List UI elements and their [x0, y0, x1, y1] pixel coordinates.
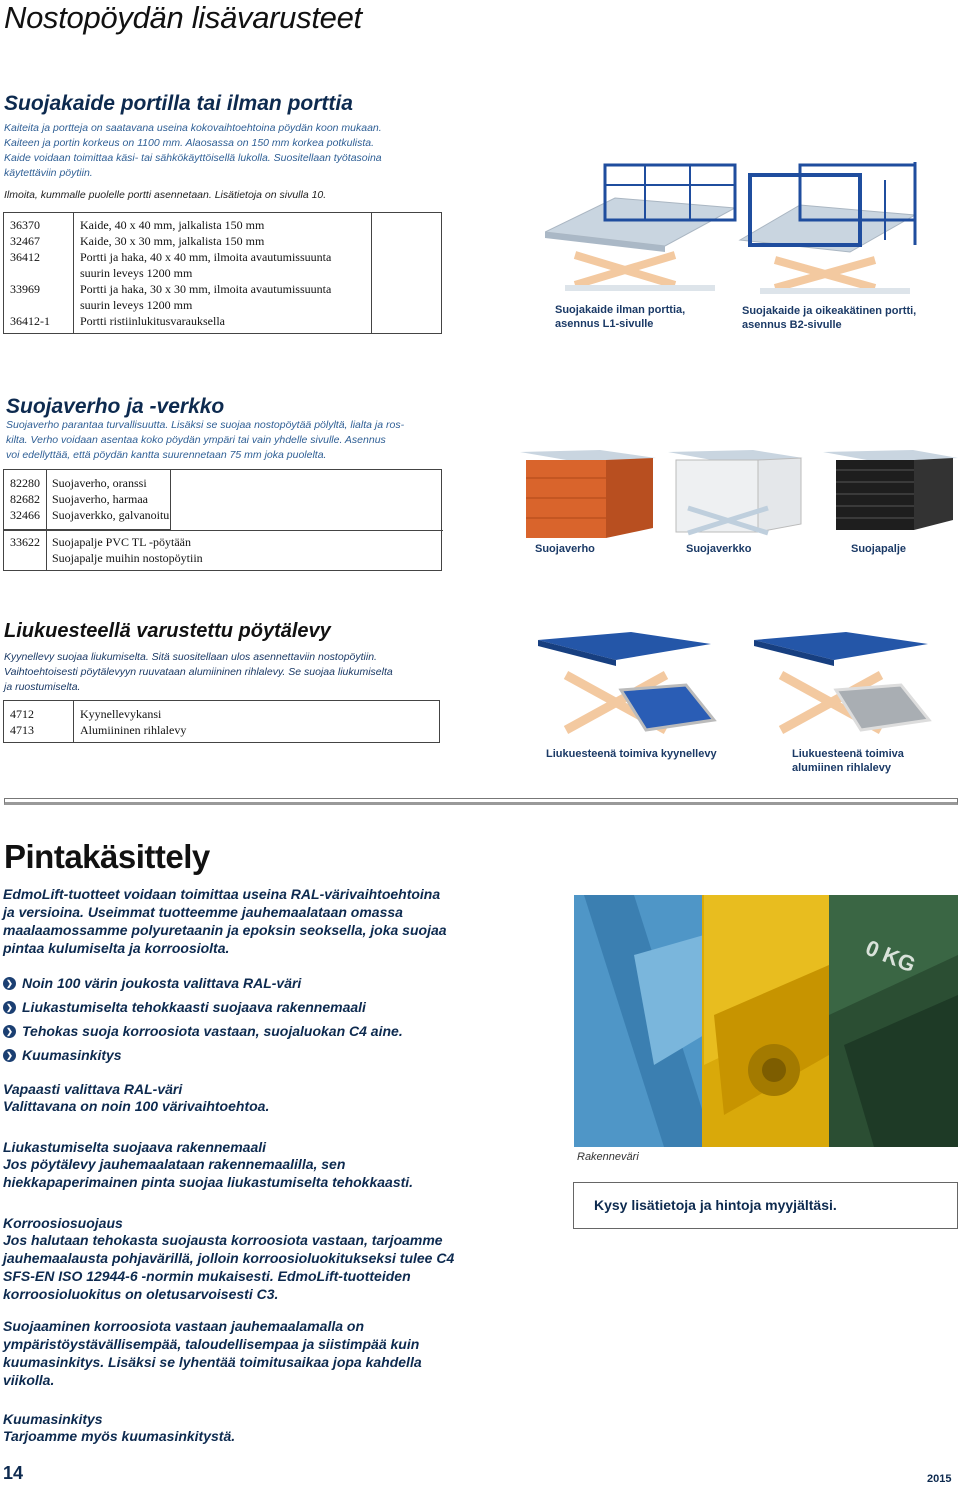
- code-cell: 4712: [10, 707, 34, 721]
- cover-heading: Suojaverho ja -verkko: [6, 395, 225, 418]
- section-line: hiekkapaperimainen pinta suojaa liukastumiselta tehokkaasti.: [3, 1174, 414, 1190]
- chevron-right-icon: ❯: [3, 1025, 16, 1038]
- orange-curtain-illustration: [520, 450, 656, 538]
- table-row: [4, 706, 192, 722]
- guardrail-caption-1: [555, 303, 685, 331]
- section-title: Kuumasinkitys: [3, 1411, 103, 1427]
- cover-code-table: [3, 469, 442, 571]
- table-row: [4, 249, 441, 265]
- bullet-item: ❯ Liukastumiselta tehokkaasti suojaava rakennemaali: [3, 995, 403, 1019]
- guardrail-heading: Suojakaide portilla tai ilman porttia: [4, 92, 353, 115]
- intro-line: Suojaverho parantaa turvallisuutta. Lisäksi se suojaa nostopöytää pölyltä, lialta ja ros-: [6, 419, 405, 431]
- table-row: [4, 313, 441, 329]
- section-divider: [4, 798, 958, 805]
- intro-line: Kyynellevy suojaa liukumiselta. Sitä suositellaan ulos asennettaviin nostopöytiin.: [4, 651, 377, 663]
- desc-cell: Suojaverho, oranssi: [52, 476, 147, 490]
- lead-line: pintaa kulumiselta ja korroosiolta.: [3, 940, 230, 956]
- code-cell: [4, 297, 74, 313]
- section-galvanizing: [3, 1411, 235, 1445]
- year-label: 2015: [927, 1473, 952, 1485]
- chevron-right-icon: ❯: [3, 1001, 16, 1014]
- desc-cell: Suojaverkko, galvanoitu: [52, 508, 170, 522]
- bullet-item: ❯ Noin 100 värin joukosta valittava RAL-väri: [3, 971, 403, 995]
- section-line: SFS-EN ISO 12944-6 -normin mukaisesti. EdmoLift-tuotteiden: [3, 1268, 411, 1284]
- photo-caption: Rakenneväri: [577, 1151, 639, 1163]
- bullet-item: ❯ Tehokas suoja korroosiota vastaan, suojaluokan C4 aine.: [3, 1019, 403, 1043]
- table-row: [4, 265, 441, 281]
- contact-info-box: Kysy lisätietoja ja hintoja myyjältäsi.: [573, 1182, 958, 1229]
- guardrail-code-table: [3, 212, 442, 334]
- guardrail-illustrations: [545, 160, 960, 300]
- section-line: korroosioluokitus on oletusarvoisesti C3.: [3, 1286, 279, 1302]
- section-line: Jos pöytälevy jauhemaalataan rakennemaalilla, sen: [3, 1156, 346, 1172]
- section-ral: [3, 1081, 269, 1115]
- page-number: 14: [3, 1463, 24, 1483]
- guardrail-lift-1: [545, 165, 735, 291]
- desc-cell: Portti ja haka, 30 x 30 mm, ilmoita avautumissuunta: [80, 282, 332, 296]
- table-row: [4, 475, 175, 491]
- cover-illustrations: [518, 448, 960, 544]
- code-cell: [4, 265, 74, 281]
- section-environment: [3, 1317, 422, 1389]
- code-cell: 32466: [10, 508, 40, 522]
- caption-line: Liukuesteenä toimiva: [792, 748, 904, 760]
- surface-lead: [3, 885, 523, 957]
- caption-line: asennus L1-sivulle: [555, 318, 654, 330]
- bullet-item: ❯ Kuumasinkitys: [3, 1043, 403, 1067]
- desc-cell: Kaide, 40 x 40 mm, jalkalista 150 mm: [80, 218, 265, 232]
- code-cell: 4713: [10, 723, 34, 737]
- code-cell: 36370: [10, 218, 40, 232]
- intro-line: Kaide voidaan toimittaa käsi- tai sähkökäyttöisellä lukolla. Suositellaan työtasoina: [4, 152, 382, 164]
- intro-line: voi edellyttää, että pöydän kantta suurennetaan 75 mm joka puolelta.: [6, 449, 327, 461]
- page-title: Nostopöydän lisävarusteet: [4, 0, 362, 35]
- feature-bullet-list: [3, 971, 403, 1067]
- section-line: Valittavana on noin 100 värivaihtoehtoa.: [3, 1098, 270, 1114]
- table-row: [4, 507, 175, 523]
- caption-teardrop: Liukuesteenä toimiva kyynellevy: [546, 748, 717, 760]
- antislip-intro: [4, 650, 444, 695]
- antislip-code-table: [3, 700, 440, 743]
- surface-heading: Pintakäsittely: [4, 838, 210, 875]
- intro-line: Vaihtoehtoisesti pöytälevyyn ruuvataan alumiininen rihlalevy. Se suojaa liukumiselta: [4, 666, 393, 678]
- section-line: viikolla.: [3, 1372, 55, 1388]
- section-title: Vapaasti valittava RAL-väri: [3, 1081, 183, 1097]
- caption-bellows: Suojapalje: [851, 543, 907, 555]
- antislip-heading: Liukuesteellä varustettu pöytälevy: [4, 620, 331, 642]
- desc-cell: Kyynellevykansi: [80, 707, 162, 721]
- code-cell: 32467: [10, 234, 40, 248]
- code-cell: 33969: [10, 282, 40, 296]
- caption-line: alumiinen rihlalevy: [792, 762, 892, 774]
- table-row: [4, 491, 175, 507]
- intro-line: Kaiteita ja portteja on saatavana useina kokovaihtoehtoina pöydän koon mukaan.: [4, 122, 382, 134]
- section-line: Suojaaminen korroosiota vastaan jauhemaalamalla on: [3, 1318, 365, 1334]
- section-corrosion: [3, 1215, 454, 1303]
- caption-line: Suojakaide ilman porttia,: [555, 304, 686, 316]
- section-title: Liukastumiselta suojaava rakennemaali: [3, 1139, 267, 1155]
- photo-label: 0 KG: [862, 934, 920, 978]
- section-line: ympäristöystävällisempää, taloudellisempaa ja siistimpää kuin: [3, 1336, 420, 1352]
- section-line: Jos halutaan tehokasta suojausta korroosiota vastaan, tarjoamme: [3, 1232, 443, 1248]
- paint-colors-illustration: [574, 895, 958, 1147]
- aluminium-plate-lift: [754, 632, 929, 730]
- teardrop-plate-lift: [538, 632, 714, 730]
- intro-line: kilta. Verho voidaan asentaa koko pöydän ympäri tai vain yhdelle sivulle. Asennus: [6, 434, 386, 446]
- table-row: [4, 233, 441, 249]
- table-row: [4, 550, 209, 566]
- desc-cell: suurin leveys 1200 mm: [80, 266, 193, 280]
- intro-line: Kaiteen ja portin korkeus on 1100 mm. Alaosassa on 150 mm korkea potkulista.: [4, 137, 375, 149]
- desc-cell: suurin leveys 1200 mm: [80, 298, 193, 312]
- desc-cell: Suojaverho, harmaa: [52, 492, 148, 506]
- desc-cell: Portti ristiinlukitusvarauksella: [80, 314, 225, 328]
- bellows-illustration: [823, 450, 958, 530]
- table-row: [4, 297, 441, 313]
- caption-curtain: Suojaverho: [535, 543, 595, 555]
- caption-line: asennus B2-sivulle: [742, 319, 842, 331]
- table-row: [4, 217, 441, 233]
- code-cell: 82682: [10, 492, 40, 506]
- guardrail-caption-2: [742, 304, 916, 332]
- caption-mesh: Suojaverkko: [686, 543, 752, 555]
- section-line: Tarjoamme myös kuumasinkitystä.: [3, 1428, 236, 1444]
- mesh-net-illustration: [668, 450, 803, 533]
- section-texture: [3, 1139, 413, 1191]
- antislip-illustrations: [536, 630, 960, 745]
- code-cell: 36412-1: [10, 314, 50, 328]
- table-row: [4, 722, 192, 738]
- lead-line: EdmoLift-tuotteet voidaan toimittaa useina RAL-värivaihtoehtoina: [3, 886, 441, 902]
- table-row: [4, 534, 209, 550]
- chevron-right-icon: ❯: [3, 977, 16, 990]
- intro-line: ja ruostumiselta.: [4, 681, 81, 693]
- desc-cell: Kaide, 30 x 30 mm, jalkalista 150 mm: [80, 234, 265, 248]
- caption-aluminium: [792, 747, 904, 775]
- chevron-right-icon: ❯: [3, 1049, 16, 1062]
- guardrail-lift-2: [740, 162, 915, 294]
- table-row: [4, 281, 441, 297]
- lead-line: maalaamossamme polyuretaanin ja epoksin seoksella, joka suojaa: [3, 922, 447, 938]
- desc-cell: Portti ja haka, 40 x 40 mm, ilmoita avautumissuunta: [80, 250, 332, 264]
- intro-line: käytettäviin pöytiin.: [4, 167, 93, 179]
- section-title: Korroosiosuojaus: [3, 1215, 123, 1231]
- desc-cell: Suojapalje muihin nostopöytiin: [52, 551, 203, 565]
- code-cell: 36412: [10, 250, 40, 264]
- code-cell: [4, 550, 46, 566]
- desc-cell: Alumiininen rihlalevy: [80, 723, 187, 737]
- guardrail-note: Ilmoita, kummalle puolelle portti asennetaan. Lisätietoja on sivulla 10.: [4, 189, 327, 201]
- paint-colors-photo: [574, 895, 958, 1147]
- desc-cell: Suojapalje PVC TL -pöytään: [52, 535, 191, 549]
- guardrail-intro: [4, 121, 444, 203]
- section-line: kuumasinkitys. Lisäksi se lyhentää toimitusaikaa jopa kahdella: [3, 1354, 422, 1370]
- section-line: jauhemaalausta pohjavärillä, jolloin korroosioluokitukseksi tulee C4: [3, 1250, 455, 1266]
- cover-intro: [6, 418, 446, 463]
- code-cell: 82280: [10, 476, 40, 490]
- code-cell: 33622: [10, 535, 40, 549]
- caption-line: Suojakaide ja oikeakätinen portti,: [742, 305, 917, 317]
- lead-line: ja versioina. Useimmat tuotteemme jauhemaalataan omassa: [3, 904, 403, 920]
